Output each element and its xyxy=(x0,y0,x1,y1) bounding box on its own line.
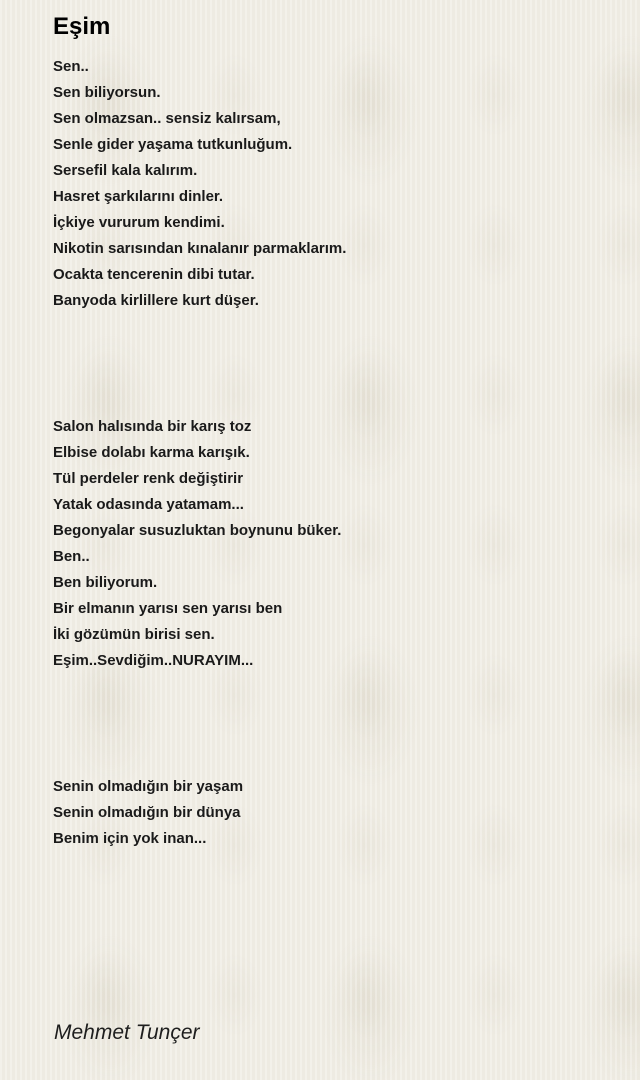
verse-line: Hasret şarkılarını dinler. xyxy=(53,188,224,205)
verse-line: Senle gider yaşama tutkunluğum. xyxy=(53,136,293,153)
verse-line: Bir elmanın yarısı sen yarısı ben xyxy=(53,600,283,617)
verse-line: Senin olmadığın bir yaşam xyxy=(53,778,244,795)
verse-line: Ben.. xyxy=(53,548,90,565)
verse-line: Banyoda kirlillere kurt düşer. xyxy=(53,292,259,309)
verse-line: Benim için yok inan... xyxy=(53,830,207,847)
stanza-1 xyxy=(53,54,613,314)
verse-line: İki gözümün birisi sen. xyxy=(53,626,215,643)
verse-line: Sen.. xyxy=(53,58,89,75)
verse-line: Ocakta tencerenin dibi tutar. xyxy=(53,266,255,283)
verse-line: Sersefil kala kalırım. xyxy=(53,162,198,179)
verse-line: Eşim..Sevdiğim..NURAYIM... xyxy=(53,652,254,669)
verse-line: Senin olmadığın bir dünya xyxy=(53,804,241,821)
poem-author: Mehmet Tunçer xyxy=(54,1021,200,1044)
verse-line: Elbise dolabı karma karışık. xyxy=(53,444,250,461)
verse-line: Yatak odasında yatamam... xyxy=(53,496,244,513)
verse-line: Salon halısında bir karış toz xyxy=(53,418,252,435)
verse-line: İçkiye vururum kendimi. xyxy=(53,214,225,231)
verse-line: Nikotin sarısından kınalanır parmaklarım. xyxy=(53,240,347,257)
verse-line: Sen olmazsan.. sensiz kalırsam, xyxy=(53,110,281,127)
stanza-2 xyxy=(53,414,613,674)
verse-line: Begonyalar susuzluktan boynunu büker. xyxy=(53,522,342,539)
verse-line: Sen biliyorsun. xyxy=(53,84,161,101)
poem-title: Eşim xyxy=(53,13,111,40)
stanza-3 xyxy=(53,774,613,852)
verse-line: Tül perdeler renk değiştirir xyxy=(53,470,244,487)
verse-line: Ben biliyorum. xyxy=(53,574,158,591)
